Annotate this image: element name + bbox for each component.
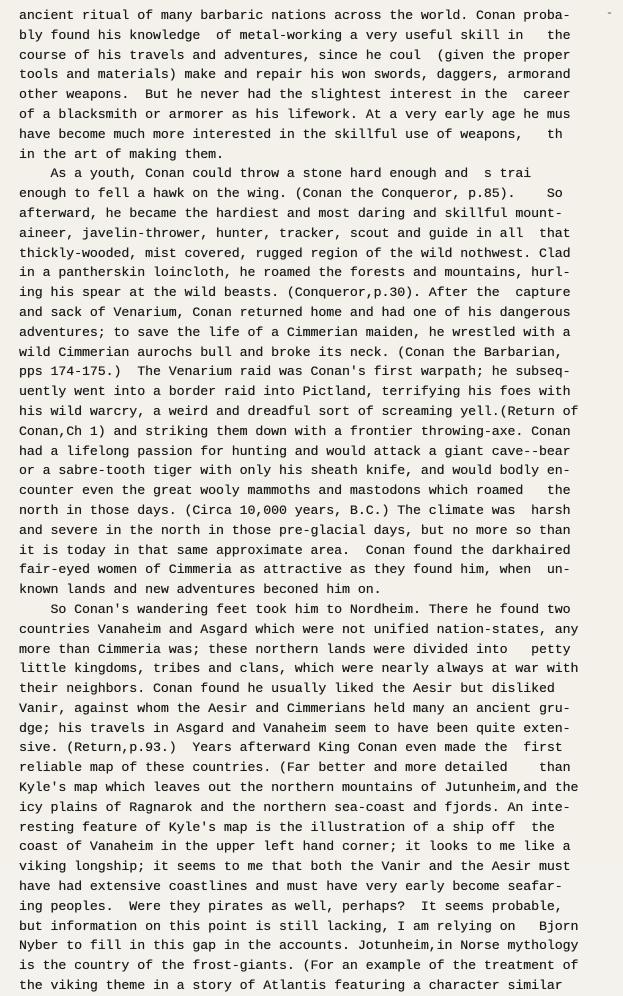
text-line: uently went into a border raid into Pictland, terrifying his foes with [19,384,571,400]
text-line: it is today in that same approximate area. Conan found the darkhaired [19,542,571,558]
text-line: and severe in the north in those pre-glacial days, but no more so than [19,522,571,538]
text-line: his wild warcry, a weird and dreadful sort of screaming yell.(Return of [19,403,579,419]
text-line: So Conan's wandering feet took him to Nordheim. There he found two [19,601,571,617]
text-line: in a pantherskin loincloth, he roamed the forests and mountains, hurl- [19,265,571,281]
text-line: afterward, he became the hardiest and most daring and skillful mount- [19,205,563,221]
text-line: Conan,Ch 1) and striking them down with a frontier throwing-axe. Conan [19,423,571,439]
text-line: Kyle's map which leaves out the northern mountains of Jutunheim,and the [19,780,579,796]
text-line: icy plains of Ragnarok and the northern sea-coast and fjords. An inte- [19,799,571,815]
text-line: coast of Vanaheim in the upper left hand corner; it looks to me like a [19,839,571,855]
text-line: and sack of Venarium, Conan returned home and had one of his dangerous [19,304,571,320]
text-line: pps 174-175.) The Venarium raid was Conan's first warpath; he subseq- [19,364,571,380]
text-line: fair-eyed women of Cimmeria as attractive as they found him, when un- [19,562,571,578]
text-line: sive. (Return,p.93.) Years afterward King Conan even made the first [19,740,563,756]
text-line: ancient ritual of many barbaric nations across the world. Conan proba- [19,8,571,23]
text-line: north in those days. (Circa 10,000 years, B.C.) The climate was harsh [19,502,571,518]
text-line: Nyber to fill in this gap in the accounts. Jotunheim,in Norse mythology [19,938,579,954]
text-line: dge; his travels in Asgard and Vanaheim seem to have been quite exten- [19,720,571,736]
text-line: have become much more interested in the skillful use of weapons, th [19,126,563,142]
text-line: or a sabre-tooth tiger with only his sheath knife, and would bodly en- [19,463,571,479]
text-line: resting feature of Kyle's map is the illustration of a ship off the [19,819,555,835]
text-line: but information on this point is still lacking, I am relying on Bjorn [19,918,579,934]
text-line: counter even the great wooly mammoths and mastodons which roamed the [19,483,571,499]
text-line: other weapons. But he never had the slightest interest in the career [19,87,571,103]
text-line: the viking theme in a story of Atlantis featuring a character similar [19,978,563,994]
text-line: had a lifelong passion for hunting and would attack a giant cave--bear [19,443,571,459]
text-line: reliable map of these countries. (Far better and more detailed than [19,760,571,776]
text-line: more than Cimmeria was; these northern lands were divided into petty [19,641,571,657]
text-line: course of his travels and adventures, since he coul (given the proper [19,47,571,63]
text-line: known lands and new adventures beconed him on. [19,582,382,598]
text-line: little kingdoms, tribes and clans, which were nearly always at war with [19,661,579,677]
text-line: viking longship; it seems to me that both the Vanir and the Aesir must [19,859,571,875]
text-line: Vanir, against whom the Aesir and Cimmerians held many an ancient gru- [19,700,571,716]
text-line: aineer, javelin-thrower, hunter, tracker, scout and guide in all that [19,225,571,241]
text-line: in the art of making them. [19,146,224,162]
text-line: thickly-wooded, mist covered, rugged region of the wild nothwest. Clad [19,245,571,261]
text-line: tools and materials) make and repair his won swords, daggers, armorand [19,67,571,83]
text-line: of a blacksmith or armorer as his lifework. At a very early age he mus [19,106,571,122]
text-line: countries Vanaheim and Asgard which were not unified nation-states, any [19,621,579,637]
text-line: As a youth, Conan could throw a stone hard enough and s trai [19,166,532,182]
text-line: have had extensive coastlines and must have very early become seafar- [19,879,563,895]
text-line: enough to fell a hawk on the wing. (Conan the Conqueror, p.85). So [19,186,563,202]
page-mark: - [605,6,613,20]
body-text [19,6,619,996]
text-line: wild Cimmerian aurochs bull and broke its neck. (Conan the Barbarian, [19,344,563,360]
text-line: ing his spear at the wild beasts. (Conqueror,p.30). After the capture [19,285,571,301]
text-line: their neighbors. Conan found he usually liked the Aesir but disliked [19,681,555,697]
text-line: adventures; to save the life of a Cimmerian maiden, he wrestled with a [19,324,571,340]
text-line: bly found his knowledge of metal-working a very useful skill in the [19,27,571,43]
text-line: ing peoples. Were they pirates as well, perhaps? It seems probable, [19,898,563,914]
text-line: is the country of the frost-giants. (For an example of the treatment of [19,958,579,974]
